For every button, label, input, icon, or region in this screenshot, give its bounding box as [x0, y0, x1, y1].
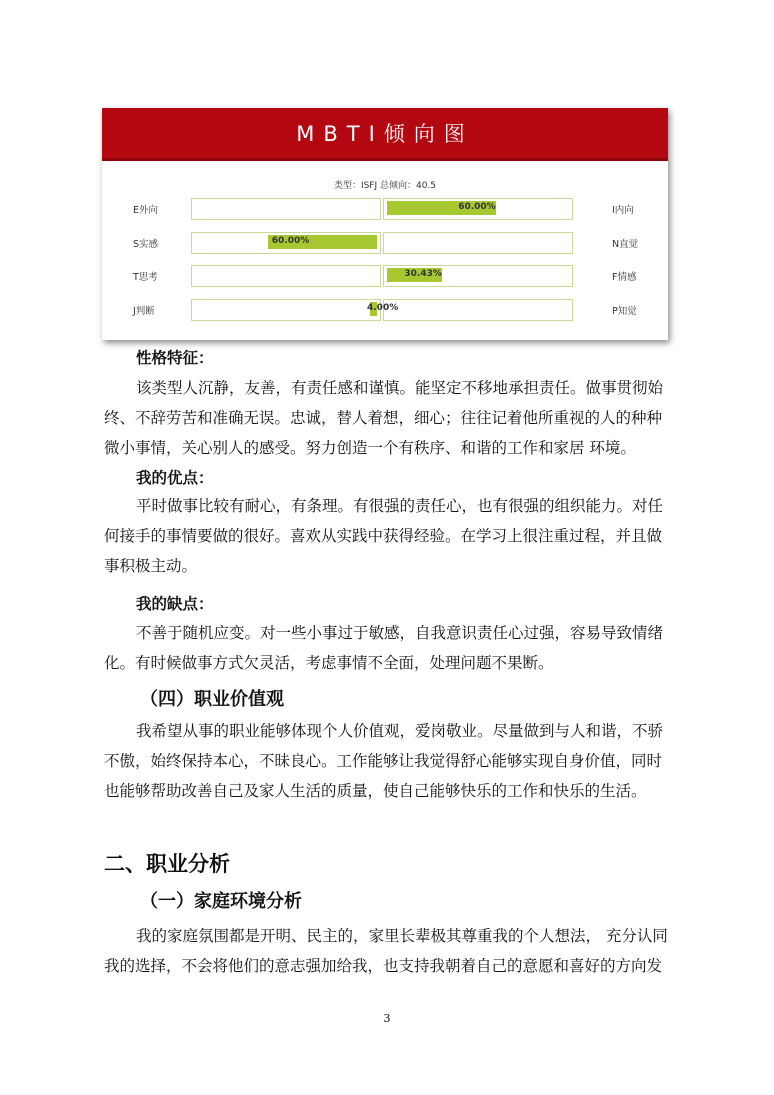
row-percent: 4.00% [367, 303, 399, 313]
row-left-label: J判断 [133, 306, 155, 317]
row-percent: 60.00% [271, 236, 310, 246]
row-left-box [191, 198, 381, 220]
row-percent: 30.43% [404, 269, 442, 279]
values-heading: （四）职业价值观 [140, 689, 284, 710]
mbti-title: MBTI倾向图 [296, 122, 474, 146]
row-right-box [383, 299, 573, 321]
row-left-label: S实感 [133, 239, 159, 250]
row-right-box [383, 232, 573, 254]
strengths-text: 平时做事比较有耐心，有条理。有很强的责任心，也有很强的组织能力。对任何接手的事情要做的很好。喜欢从实践中获得经验。在学习上很注重过程，并且做事积极主动。 [104, 497, 664, 575]
row-left-box [191, 265, 381, 287]
page-number: 3 [383, 1012, 391, 1025]
row-left-label: T思考 [133, 272, 158, 283]
strengths-title: 我的优点： [136, 468, 214, 487]
traits-text: 该类型人沉静，友善，有责任感和谨慎。能坚定不移地承担责任。做事贯彻始终、不辞劳苦和准确无误。忠诚，替人着想，细心；往往记着他所重视的人的种种微小事情，关心别人的感受。努力创造一个有秩序、和谐的工作和家居 环境。 [104, 379, 664, 457]
row-right-label: I内向 [612, 205, 634, 216]
mbti-row-tf [102, 265, 668, 287]
weaknesses-title: 我的缺点： [136, 594, 214, 613]
traits-title: 性格特征： [136, 348, 214, 367]
row-right-label: P知觉 [612, 306, 637, 317]
mbti-chart [102, 108, 668, 340]
family-heading: （一）家庭环境分析 [140, 891, 302, 912]
mbti-row-ei [102, 198, 668, 220]
row-right-label: N直觉 [612, 239, 639, 250]
row-left-box [191, 299, 381, 321]
mbti-header [102, 108, 668, 161]
row-left-label: E外向 [133, 205, 159, 216]
row-percent: 60.00% [458, 202, 496, 212]
weaknesses-text: 不善于随机应变。对一些小事过于敏感，自我意识责任心过强，容易导致情绪化。有时候做事方式欠灵活，考虑事情不全面，处理问题不果断。 [104, 624, 664, 672]
mbti-row-jp [102, 299, 668, 321]
values-text: 我希望从事的职业能够体现个人价值观，爱岗敬业。尽量做到与人和谐，不骄不傲，始终保持本心，不昧良心。工作能够让我觉得舒心能够实现自身价值，同时也能够帮助改善自己及家人生活的质量，使自己能够快乐的工作和快乐的生活。 [104, 722, 664, 800]
family-text: 我的家庭氛围都是开明、民主的，家里长辈极其尊重我的个人想法， 充分认同我的选择，不会将他们的意志强加给我，也支持我朝着自己的意愿和喜好的方向发 [104, 927, 668, 975]
career-heading: 二、职业分析 [104, 851, 230, 876]
mbti-row-sn [102, 232, 668, 254]
mbti-summary: 类型：ISFJ 总倾向：40.5 [333, 181, 437, 191]
row-right-label: F情感 [612, 272, 637, 283]
